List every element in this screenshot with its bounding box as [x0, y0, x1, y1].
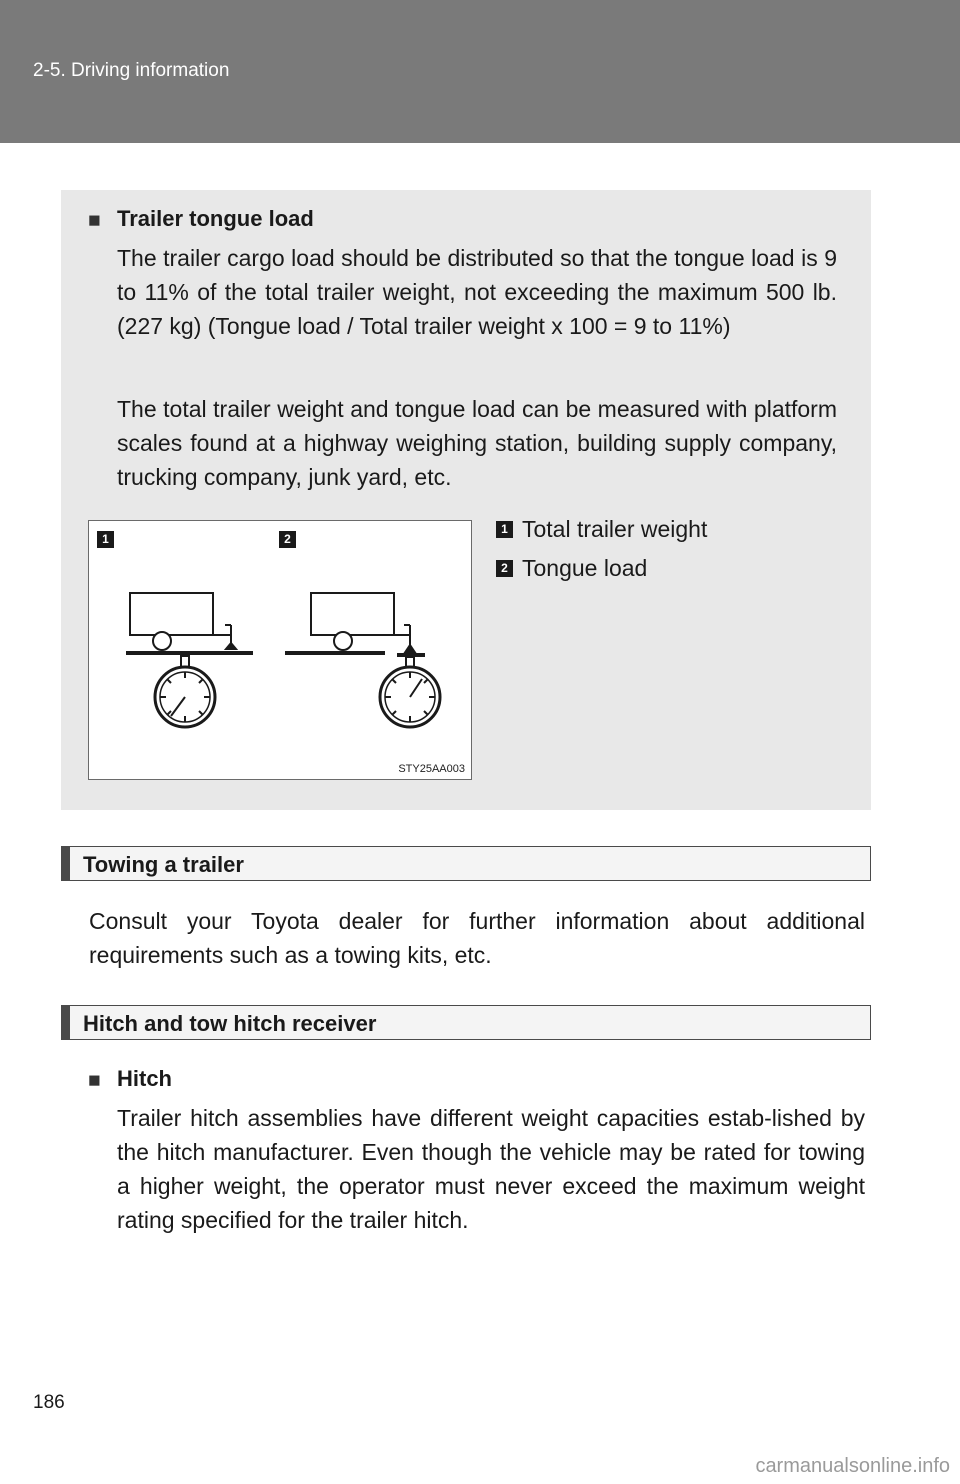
trailer-tongue-on-scale	[285, 593, 440, 727]
trailer-on-scale-total-weight	[126, 593, 253, 727]
figure-code: STY25AA003	[398, 763, 465, 775]
hitch-paragraph: Trailer hitch assemblies have different weight capacities estab-lished by the hitch manufacturer. Even though the vehicle may be rated for towing a higher weight, the operator must never exceed the maximum weight rating specified for the trailer hitch.	[117, 1105, 865, 1233]
watermark: carmanualsonline.info	[755, 1455, 950, 1477]
towing-section-heading	[61, 846, 871, 881]
legend-number-2: 2	[496, 560, 513, 577]
heading-stripe	[62, 847, 70, 880]
hitch-section-heading	[61, 1005, 871, 1040]
trailer-scale-illustration	[89, 521, 471, 779]
figure-label-2: 2	[279, 531, 296, 548]
square-bullet-icon: ■	[88, 209, 101, 232]
figure-label-1: 1	[97, 531, 114, 548]
legend-text-2: Tongue load	[522, 555, 648, 581]
hitch-section-title: Hitch and tow hitch receiver	[83, 1011, 377, 1036]
towing-paragraph: Consult your Toyota dealer for further information about additional requirements such as a towing kits, etc.	[89, 908, 865, 968]
tongue-load-title: Trailer tongue load	[117, 206, 314, 231]
tongue-load-diagram	[88, 520, 472, 780]
towing-section-title: Towing a trailer	[83, 852, 244, 877]
header-band	[0, 0, 960, 143]
tongue-load-paragraph-1: The trailer cargo load should be distributed so that the tongue load is 9 to 11% of the total trailer weight, not exceeding the maximum 500 lb. (227 kg) (Tongue load / Total trailer weight x 100 = 9 to 11%)	[117, 245, 837, 339]
legend-text-1: Total trailer weight	[522, 516, 708, 542]
page-number: 186	[33, 1392, 65, 1413]
heading-stripe	[62, 1006, 70, 1039]
tongue-load-paragraph-2: The total trailer weight and tongue load can be measured with platform scales found at a highway weighing station, building supply company, trucking company, junk yard, etc.	[117, 396, 837, 490]
section-breadcrumb: 2-5. Driving information	[33, 60, 230, 81]
hitch-subtitle: Hitch	[117, 1066, 172, 1091]
square-bullet-icon: ■	[88, 1069, 101, 1092]
legend-number-1: 1	[496, 521, 513, 538]
